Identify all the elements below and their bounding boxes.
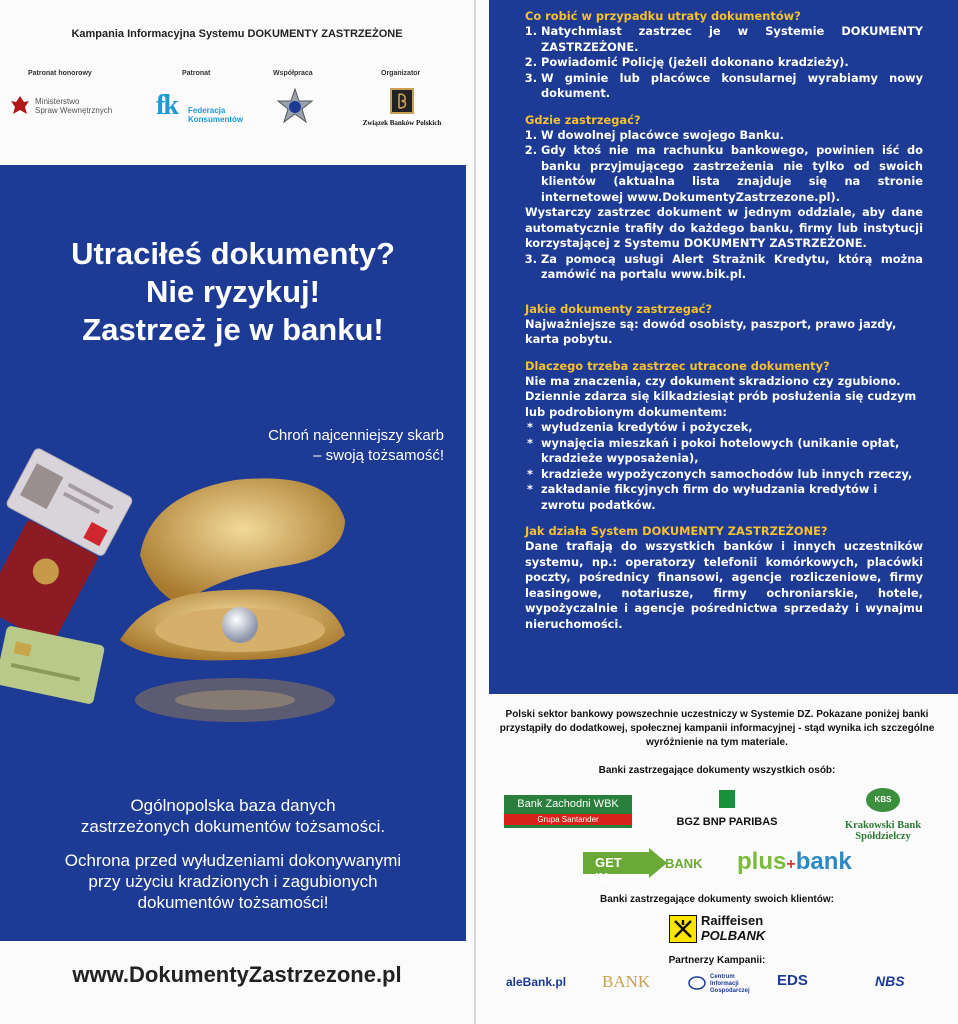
payment-card-icon (0, 625, 105, 704)
santander-label: Grupa Santander (504, 814, 632, 825)
patron-label-honorary: Patronat honorowy (28, 70, 92, 77)
raiffeisen-name: Raiffeisen (701, 913, 764, 928)
bzwbk-name: Bank Zachodni WBK (517, 798, 619, 810)
plusbank-bank: bank (795, 848, 852, 875)
section-why-text: Nie ma znaczenia, czy dokument skradziono czy zgubiono. Dziennie zdarza się kilkadziesiąt prób posłużenia się cudzym lub podrobionym dokumentem: (525, 373, 917, 419)
protection-line3: dokumentów tożsamości! (137, 893, 329, 912)
fk-line2: Konsumentów (188, 115, 244, 124)
pearl (222, 607, 258, 643)
participation-note: Polski sektor bankowy powszechnie uczestniczy w Systemie DZ. Pokazane poniżej banki przystąpiły do dodatkowej, społecznej kampanii informacyjnej - stąd wynika ich szczególne wyróżnienie na tym materiale. (499, 709, 935, 748)
zbp-name: Związek Banków Polskich (362, 119, 442, 127)
list-item: * zakładanie fikcyjnych firm do wyłudzania kredytów i zwrotu podatków. (541, 482, 923, 513)
list-item: * wynajęcia mieszkań i pokoi hotelowych (unikanie opłat, kradzieże wyposażenia), (541, 436, 923, 467)
plus-sign-icon: + (786, 856, 796, 873)
right-blue-panel (489, 0, 958, 694)
website-url: www.DokumentyZastrzezone.pl (72, 962, 402, 987)
tagline-line2: – swoją tożsamość! (313, 447, 444, 464)
plusbank-logo (737, 848, 852, 876)
eagle-icon (10, 94, 30, 118)
database-line2: zastrzeżonych dokumentów tożsamości. (80, 817, 386, 836)
protection-line1: Ochrona przed wyłudzeniami dokonywanymi (64, 851, 402, 870)
list-item: 2. Powiadomić Policję (jeżeli dokonano kradzieży). (541, 55, 923, 71)
partner-nbs: NBS (875, 973, 905, 989)
list-item: 1. Natychmiast zastrzec je w Systemie DOKUMENTY ZASTRZEŻONE. (541, 24, 923, 55)
zbp-emblem-icon (390, 88, 414, 114)
fk-logo (156, 90, 244, 124)
patron-label-cooperation: Współpraca (273, 70, 313, 77)
section-which-heading: Jakie dokumenty zastrzegać? (525, 301, 713, 316)
list-item: * wyłudzenia kredytów i pożyczek, (541, 420, 923, 436)
plusbank-plus: plus (737, 848, 787, 875)
list-item: 3. Za pomocą usługi Alert Strażnik Kredytu, którą można zamówić na portalu www.bik.pl. (541, 252, 923, 283)
section-loss-heading: Co robić w przypadku utraty dokumentów? (525, 9, 801, 23)
kbs-logo (818, 788, 948, 842)
getin-bank-label: BANK (665, 856, 703, 871)
section-loss (525, 8, 923, 102)
list-item: * kradzieże wypożyczonych samochodów lub innych rzeczy, (541, 467, 923, 483)
partner-alebank: aleBank.pl (506, 975, 567, 989)
list-item: 3. W gminie lub placówce konsularnej wyrabiamy nowy dokument. (541, 71, 923, 102)
section-where-note: Wystarczy zastrzec dokument w jednym oddziale, aby dane automatycznie trafiły do każdego banku, firmy lub instytucji korzystającej z Systemu DOKUMENTY ZASTRZEŻONE. (525, 205, 923, 250)
info-text (525, 8, 923, 642)
section-where (525, 112, 923, 283)
getin-label: GET IN (595, 855, 622, 885)
section-how (525, 523, 923, 632)
fk-line1: Federacja (188, 106, 226, 115)
tagline-line1: Chroń najcenniejszy skarb (268, 427, 444, 444)
polbank-name: POLBANK (701, 928, 766, 943)
bzwbk-logo (504, 795, 632, 828)
list-item: 1. W dowolnej placówce swojego Banku. (541, 128, 923, 144)
bgz-logo (662, 790, 792, 828)
headline-line1: Utraciłeś dokumenty? (71, 236, 395, 271)
bgz-mark-icon (719, 790, 735, 808)
raiffeisen-emblem-icon (669, 915, 697, 943)
partner-eds: EDS (777, 972, 808, 989)
left-blue-panel (0, 165, 466, 941)
campaign-title: Kampania Informacyjna Systemu DOKUMENTY ZASTRZEŻONE (71, 28, 403, 40)
fk-letters: fk (156, 90, 177, 121)
section-why-heading: Dlaczego trzeba zastrzec utracone dokumenty? (525, 358, 830, 373)
list-item: 2. Gdy ktoś nie ma rachunku bankowego, powinien iść do banku przyjmującego zastrzeżenia nie tylko od swoich klientów (aktualna lista znajduje się na stronie internetowej www.DokumentyZastrzezone.pl). (541, 143, 923, 205)
patron-label-organizer: Organizator (381, 70, 421, 77)
section-which-text: Najważniejsze są: dowód osobisty, paszport, prawo jazdy, karta pobytu. (525, 316, 897, 346)
police-star-icon (276, 88, 314, 128)
cig-name: Centrum Informacji Gospodarczej (710, 974, 750, 994)
protection-line2: przy użyciu kradzionych i zagubionych (88, 872, 378, 891)
section-which (525, 301, 923, 348)
kbs-emblem-icon: KBS (866, 788, 900, 812)
headline-line2: Nie ryzykuj! (145, 274, 320, 309)
section-why (525, 358, 923, 514)
bgz-name: BGZ BNP PARIBAS (676, 816, 778, 828)
partners-title: Partnerzy Kampanii: (668, 955, 766, 966)
partner-cig (692, 974, 758, 995)
msw-line2: Spraw Wewnętrznych (35, 106, 113, 115)
database-text (0, 795, 466, 837)
banks-own-title: Banki zastrzegające dokumenty swoich klientów: (600, 894, 834, 905)
cig-globe-icon (688, 976, 706, 990)
patron-label-patronage: Patronat (182, 70, 211, 77)
headline-line3: Zastrzeż je w banku! (82, 312, 384, 347)
headline (0, 235, 466, 349)
banks-all-title: Banki zastrzegające dokumenty wszystkich osób: (598, 765, 836, 776)
section-where-heading: Gdzie zastrzegać? (525, 112, 641, 127)
kbs-name: Krakowski Bank Spółdzielczy (844, 820, 922, 842)
database-line1: Ogólnopolska baza danych (130, 796, 336, 815)
oyster-illustration (0, 425, 466, 755)
msw-line1: Ministerstwo (35, 97, 80, 106)
section-how-text: Dane trafiają do wszystkich banków i innych uczestników systemu, np.: operatorzy telefonii komórkowych, placówki poczty, pośrednicy finansowi, agencje rozliczeniowe, firmy leasingowe, notariusze, firmy ochroniarskie, hotele, wypożyczalnie i agencje pośrednictwa sprzedaży i wynajmu nieruchomości. (525, 539, 923, 631)
partner-bank-magazine: BANK (602, 972, 651, 991)
protection-text (0, 850, 466, 913)
section-how-heading: Jak działa System DOKUMENTY ZASTRZEŻONE? (525, 524, 828, 538)
zbp-logo (351, 88, 453, 127)
